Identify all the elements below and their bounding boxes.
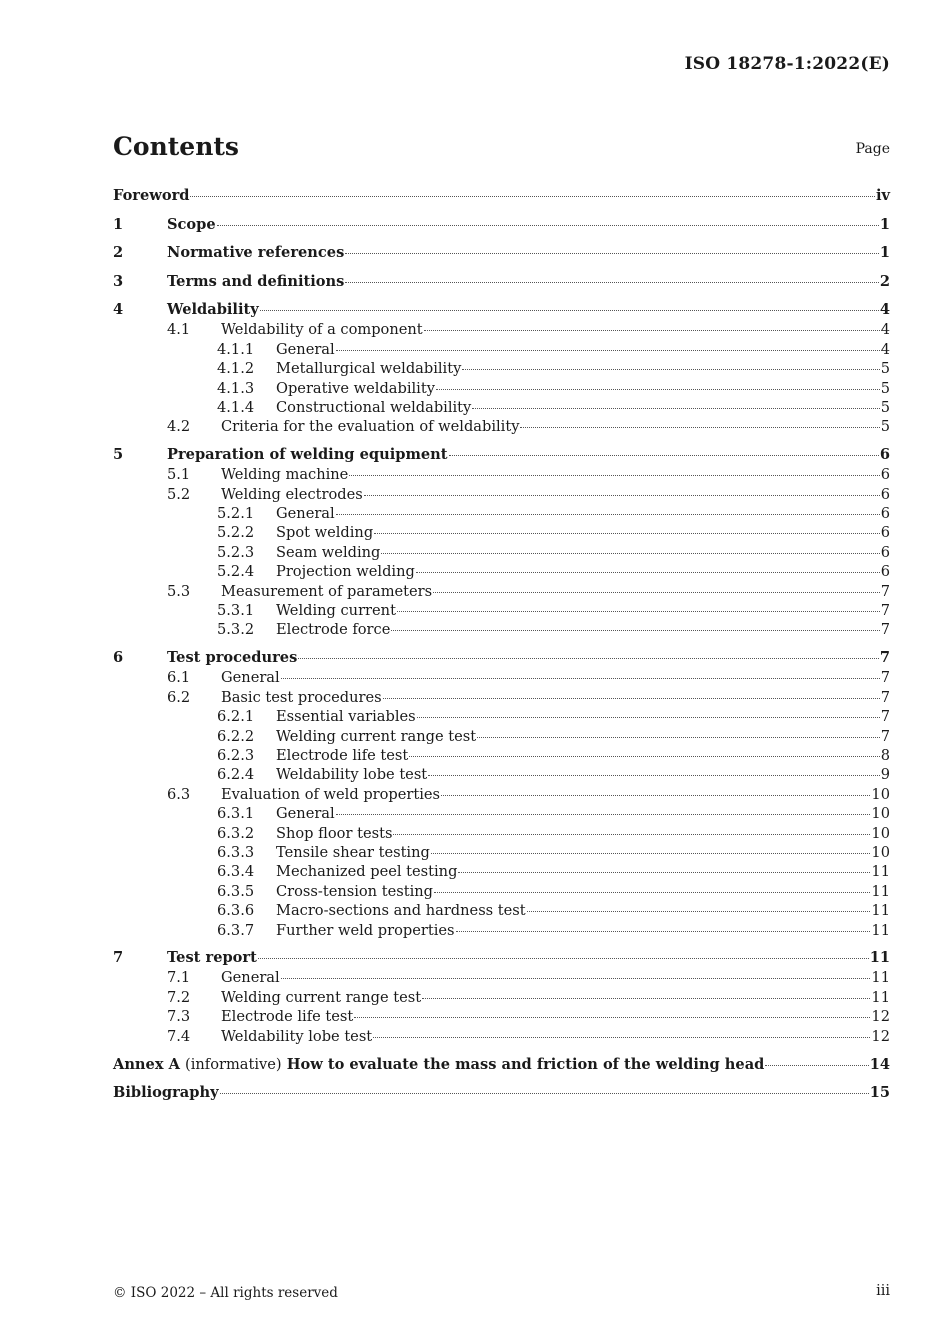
- toc-entry[interactable]: [113, 901, 890, 920]
- toc-entry-page: 1: [879, 215, 890, 233]
- toc-entry-title: Test report: [167, 949, 257, 967]
- toc-entry-page: 12: [871, 1008, 890, 1026]
- toc-entry[interactable]: [113, 340, 890, 359]
- toc-entry-title: General: [276, 805, 335, 823]
- toc-entry-number: 5.2.4: [217, 563, 255, 581]
- toc-entry-number: 6.3: [167, 785, 191, 803]
- toc-entry-page: 10: [871, 785, 890, 803]
- toc-entry-page: 7: [880, 602, 890, 620]
- toc-entry[interactable]: [113, 707, 890, 726]
- dot-leader: [298, 658, 879, 659]
- annex-page: 14: [869, 1055, 890, 1073]
- toc-entry[interactable]: [113, 398, 890, 417]
- dot-leader: [373, 1037, 870, 1038]
- toc-entry[interactable]: [113, 824, 890, 843]
- toc-entry-number: 6.2: [167, 688, 191, 706]
- toc-entry-number: 1: [113, 215, 124, 233]
- dot-leader: [336, 350, 880, 351]
- toc-entry-title: Weldability of a component: [221, 321, 423, 339]
- toc-entry-number: 4.1: [167, 321, 191, 339]
- toc-entry-number: 7.3: [167, 1008, 191, 1026]
- toc-entry[interactable]: [113, 785, 890, 804]
- toc-entry[interactable]: [113, 186, 890, 206]
- dot-leader: [409, 756, 879, 757]
- dot-leader: [397, 611, 880, 612]
- toc-entry-page: 8: [880, 746, 890, 764]
- toc-entry-title: Further weld properties: [276, 921, 455, 939]
- toc-entry-page: 10: [871, 843, 890, 861]
- toc-entry-page: 7: [880, 669, 890, 687]
- toc-entry[interactable]: [113, 235, 890, 264]
- toc-entry[interactable]: [113, 688, 890, 707]
- bibliography-page: 15: [869, 1084, 890, 1102]
- dot-leader: [374, 533, 880, 534]
- toc-entry-page: 5: [880, 360, 890, 378]
- dot-leader: [220, 1093, 869, 1094]
- toc-entry-title: Evaluation of weld properties: [221, 785, 441, 803]
- dot-leader: [345, 282, 878, 283]
- toc-entry[interactable]: [113, 640, 890, 669]
- toc-entry-page: 11: [869, 949, 890, 967]
- toc-entry-number: 4: [113, 301, 124, 319]
- toc-entry-title: Terms and definitions: [167, 272, 345, 290]
- toc-entry[interactable]: [113, 1007, 890, 1026]
- toc-entry[interactable]: [113, 804, 890, 823]
- toc-entry-number: 2: [113, 244, 124, 262]
- toc-entry[interactable]: [113, 968, 890, 987]
- dot-leader: [336, 514, 880, 515]
- toc-entry-title: Electrode life test: [221, 1008, 354, 1026]
- dot-leader: [456, 931, 871, 932]
- toc-entry[interactable]: [113, 940, 890, 969]
- toc-entry-page: 7: [880, 688, 890, 706]
- toc-entry[interactable]: [113, 485, 890, 504]
- toc-entry-page: 11: [871, 863, 890, 881]
- toc-entry-title: Welding current range test: [276, 727, 477, 745]
- toc-entry[interactable]: [113, 263, 890, 292]
- toc-entry-page: 5: [880, 398, 890, 416]
- toc-entry-number: 5.3: [167, 582, 191, 600]
- toc-entry-title: Welding current range test: [221, 988, 422, 1006]
- toc-entry-title: Weldability lobe test: [276, 766, 428, 784]
- dot-leader: [765, 1065, 868, 1066]
- toc-entry-title: Scope: [167, 215, 216, 233]
- toc-entry-page: iv: [875, 187, 890, 204]
- toc-entry[interactable]: [113, 379, 890, 398]
- dot-leader: [434, 892, 870, 893]
- toc-entry-page: 4: [879, 301, 890, 319]
- toc-entry-page: 12: [871, 1027, 890, 1045]
- dot-leader: [472, 408, 879, 409]
- dot-leader: [383, 698, 880, 699]
- toc-entry-title: Operative weldability: [276, 379, 435, 397]
- toc-entry-title: Seam welding: [276, 543, 381, 561]
- dot-leader: [260, 310, 879, 311]
- page-column-label: Page: [855, 141, 890, 157]
- toc-entry-page: 5: [880, 418, 890, 436]
- toc-entry-number: 6.2.2: [217, 727, 255, 745]
- contents-title: Contents: [113, 132, 240, 161]
- toc-entry-number: 4.1.1: [217, 340, 255, 358]
- toc-entry-number: 4.1.2: [217, 360, 255, 378]
- toc-entry-page: 7: [880, 727, 890, 745]
- toc-entry[interactable]: [113, 746, 890, 765]
- toc-entry[interactable]: [113, 843, 890, 862]
- toc-entry-page: 6: [880, 505, 890, 523]
- toc-entry-number: 5.2.1: [217, 505, 255, 523]
- toc-entry[interactable]: [113, 206, 890, 235]
- toc-entry[interactable]: [113, 465, 890, 484]
- dot-leader: [258, 958, 869, 959]
- toc-entry-title: Welding electrodes: [221, 485, 363, 503]
- toc-entry-title: Tensile shear testing: [276, 843, 430, 861]
- toc-entry-page: 6: [879, 446, 890, 464]
- toc-entry-page: 10: [871, 805, 890, 823]
- toc-entry[interactable]: [113, 668, 890, 687]
- dot-leader: [345, 253, 879, 254]
- toc-entry-page: 6: [880, 524, 890, 542]
- toc-entry-page: 9: [880, 766, 890, 784]
- toc-entry-page: 7: [880, 621, 890, 639]
- toc-entry-title: General: [221, 969, 280, 987]
- toc-entry-title: Electrode life test: [276, 746, 409, 764]
- toc-entry-page: 6: [880, 466, 890, 484]
- toc-entry-number: 6.1: [167, 669, 191, 687]
- toc-entry[interactable]: [113, 417, 890, 436]
- dot-leader: [422, 998, 870, 999]
- dot-leader: [436, 389, 880, 390]
- toc-entry-number: 3: [113, 272, 124, 290]
- toc-entry-title: Normative references: [167, 244, 345, 262]
- toc-entry-number: 7.4: [167, 1027, 191, 1045]
- toc-entry-title: Criteria for the evaluation of weldability: [221, 418, 520, 436]
- bibliography-title: Bibliography: [113, 1084, 219, 1102]
- toc-entry[interactable]: [113, 582, 890, 601]
- toc-entry-page: 6: [880, 485, 890, 503]
- toc-entry[interactable]: [113, 320, 890, 339]
- toc-entry-page: 11: [871, 921, 890, 939]
- toc-entry-number: 6.3.7: [217, 921, 255, 939]
- toc-entry-page: 11: [871, 988, 890, 1006]
- dot-leader: [433, 592, 880, 593]
- dot-leader: [462, 369, 879, 370]
- toc-entry-title: Welding current: [276, 602, 396, 620]
- toc-entry[interactable]: [113, 437, 890, 466]
- dot-leader: [417, 717, 880, 718]
- toc-entry[interactable]: [113, 562, 890, 581]
- toc-entry-title: Weldability lobe test: [221, 1027, 373, 1045]
- dot-leader: [381, 553, 879, 554]
- toc-entry-title: Constructional weldability: [276, 398, 472, 416]
- toc-entry[interactable]: [113, 862, 890, 881]
- dot-leader: [281, 678, 880, 679]
- toc-entry-number: 6.3.4: [217, 863, 255, 881]
- toc-entry-number: 6.3.3: [217, 843, 255, 861]
- toc-entry-title: General: [221, 669, 280, 687]
- toc-entry-title: Shop floor tests: [276, 824, 393, 842]
- toc-entry-title: Spot welding: [276, 524, 374, 542]
- toc-entry-page: 7: [879, 649, 890, 667]
- toc-entry[interactable]: [113, 601, 890, 620]
- toc-entry[interactable]: [113, 620, 890, 639]
- toc-entry-page: 7: [880, 582, 890, 600]
- document-id: ISO 18278-1:2022(E): [684, 54, 890, 74]
- footer-copyright: © ISO 2022 – All rights reserved: [113, 1285, 338, 1301]
- toc-entry-number: 6: [113, 649, 124, 667]
- dot-leader: [393, 834, 870, 835]
- dot-leader: [477, 737, 880, 738]
- toc-entry-title: Essential variables: [276, 708, 416, 726]
- toc-entry-number: 5.3.2: [217, 621, 255, 639]
- toc-entry-page: 10: [871, 824, 890, 842]
- toc-entry-title: Welding machine: [221, 466, 349, 484]
- table-of-contents: [113, 186, 890, 1103]
- toc-entry-page: 7: [880, 708, 890, 726]
- dot-leader: [431, 853, 871, 854]
- toc-entry-title: Measurement of parameters: [221, 582, 433, 600]
- toc-entry-number: 6.3.6: [217, 902, 255, 920]
- toc-entry-page: 4: [880, 321, 890, 339]
- toc-entry[interactable]: [113, 921, 890, 940]
- toc-entry-number: 6.2.3: [217, 746, 255, 764]
- toc-entry-number: 6.2.4: [217, 766, 255, 784]
- toc-entry-page: 6: [880, 563, 890, 581]
- toc-entry[interactable]: [113, 727, 890, 746]
- toc-entry-title: Mechanized peel testing: [276, 863, 458, 881]
- toc-entry[interactable]: [113, 1027, 890, 1046]
- toc-entry[interactable]: [113, 359, 890, 378]
- toc-entry-page: 11: [871, 969, 890, 987]
- dot-leader: [520, 427, 879, 428]
- toc-entry[interactable]: [113, 882, 890, 901]
- annex-qualifier: (informative): [185, 1055, 282, 1073]
- toc-entry-page: 6: [880, 543, 890, 561]
- toc-entry-title: General: [276, 340, 335, 358]
- toc-entry-page: 5: [880, 379, 890, 397]
- toc-entry-number: 7.2: [167, 988, 191, 1006]
- dot-leader: [354, 1017, 870, 1018]
- toc-entry-title: Macro-sections and hardness test: [276, 902, 526, 920]
- annex-label: Annex A: [113, 1055, 180, 1073]
- dot-leader: [391, 630, 879, 631]
- toc-entry-title: Foreword: [113, 187, 190, 204]
- dot-leader: [281, 978, 871, 979]
- dot-leader: [190, 196, 875, 197]
- toc-entry-page: 4: [880, 340, 890, 358]
- toc-entry-number: 5.2: [167, 485, 191, 503]
- toc-entry-title: Test procedures: [167, 649, 298, 667]
- dot-leader: [527, 911, 871, 912]
- toc-entry-number: 4.2: [167, 418, 191, 436]
- toc-entry[interactable]: [113, 765, 890, 784]
- dot-leader: [336, 814, 871, 815]
- toc-entry-title: Projection welding: [276, 563, 415, 581]
- toc-entry-page: 11: [871, 882, 890, 900]
- toc-entry-number: 6.3.5: [217, 882, 255, 900]
- toc-entry-number: 7: [113, 949, 124, 967]
- dot-leader: [217, 225, 879, 226]
- toc-entry[interactable]: [113, 292, 890, 321]
- toc-entry-title: Preparation of welding equipment: [167, 446, 448, 464]
- toc-entry-number: 5.2.2: [217, 524, 255, 542]
- toc-entry[interactable]: [113, 988, 890, 1007]
- dot-leader: [364, 495, 880, 496]
- toc-entry-number: 6.2.1: [217, 708, 255, 726]
- dot-leader: [428, 775, 880, 776]
- toc-entry-bibliography[interactable]: [113, 1075, 890, 1104]
- toc-entry[interactable]: [113, 543, 890, 562]
- dot-leader: [441, 795, 870, 796]
- toc-entry-title: General: [276, 505, 335, 523]
- toc-entry-title: Weldability: [167, 301, 259, 319]
- toc-entry-number: 4.1.4: [217, 398, 255, 416]
- toc-entry-number: 6.3.1: [217, 805, 255, 823]
- toc-entry-title: Cross-tension testing: [276, 882, 433, 900]
- toc-entry-number: 7.1: [167, 969, 191, 987]
- dot-leader: [424, 330, 880, 331]
- toc-entry-annex-a[interactable]: [113, 1046, 890, 1075]
- toc-entry-title: Basic test procedures: [221, 688, 382, 706]
- toc-entry-page: 2: [879, 272, 890, 290]
- toc-entry-title: Metallurgical weldability: [276, 360, 462, 378]
- dot-leader: [458, 872, 870, 873]
- dot-leader: [416, 572, 880, 573]
- toc-entry-page: 11: [871, 902, 890, 920]
- toc-entry[interactable]: [113, 504, 890, 523]
- dot-leader: [349, 475, 879, 476]
- toc-entry-number: 5.1: [167, 466, 191, 484]
- toc-entry[interactable]: [113, 523, 890, 542]
- footer-page-number: iii: [876, 1283, 890, 1299]
- toc-entry-number: 4.1.3: [217, 379, 255, 397]
- annex-heading: How to evaluate the mass and friction of the welding head: [286, 1055, 765, 1073]
- toc-entry-title: Electrode force: [276, 621, 391, 639]
- annex-title: [113, 1055, 764, 1075]
- toc-entry-number: 6.3.2: [217, 824, 255, 842]
- toc-entry-number: 5.2.3: [217, 543, 255, 561]
- toc-entry-page: 1: [879, 244, 890, 262]
- toc-entry-number: 5.3.1: [217, 602, 255, 620]
- toc-entry-number: 5: [113, 446, 124, 464]
- dot-leader: [449, 455, 879, 456]
